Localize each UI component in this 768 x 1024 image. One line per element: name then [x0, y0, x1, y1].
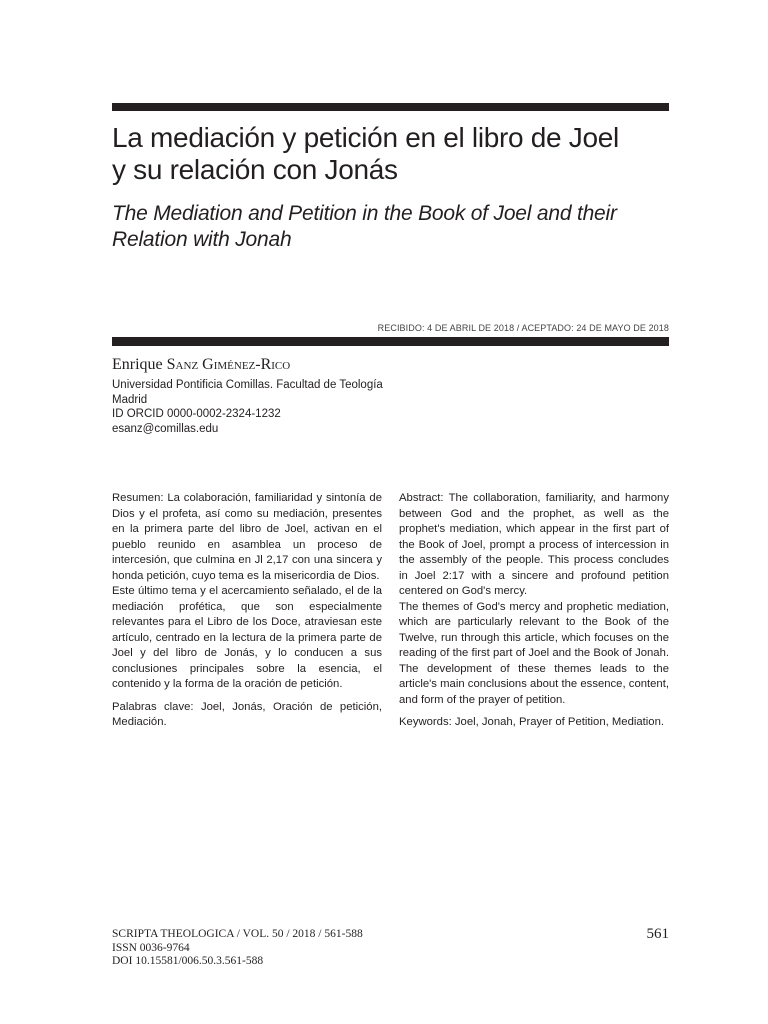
keywords-es-label: Palabras clave:	[112, 700, 194, 713]
header-rule	[112, 337, 669, 346]
received-accepted-dates: RECIBIDO: 4 DE ABRIL DE 2018 / ACEPTADO: 24 DE MAYO DE 2018	[377, 323, 669, 333]
doi: DOI 10.15581/006.50.3.561-588	[112, 955, 264, 967]
abstract-en-paragraph-2: The themes of God's mercy and prophetic mediation, which are particularly relevant to the Book of the Twelve, run through this article, which focuses on the reading of the first part of Joel and the Book of Jonah. The development of these themes leads to the article's main conclusions about the essence, content, and form of the prayer of petition.	[399, 600, 669, 706]
keywords-en-text: Joel, Jonah, Prayer of Petition, Mediation.	[454, 716, 664, 728]
top-rule	[112, 103, 669, 111]
journal-citation: SCRIPTA THEOLOGICA / VOL. 50 / 2018 / 561-588	[112, 928, 363, 940]
title-es-line-1: La mediación y petición en el libro de Joel	[112, 122, 619, 153]
title-en-line-1: The Mediation and Petition in the Book of Joel and their	[112, 202, 617, 225]
article-title-spanish	[112, 122, 669, 186]
keywords-english	[399, 715, 669, 731]
issn: ISSN 0036-9764	[112, 941, 190, 954]
author-last-name: Sanz Giménez-Rico	[166, 356, 291, 373]
title-en-line-2: Relation with Jonah	[112, 228, 292, 251]
abstract-en-paragraph-1	[399, 491, 669, 600]
author-first-name: Enrique	[112, 356, 163, 373]
title-es-line-2: y su relación con Jonás	[112, 154, 398, 185]
keywords-es-text: Joel, Jonás, Oración de petición, Mediación.	[112, 700, 383, 728]
keywords-en-label: Keywords:	[399, 716, 452, 728]
abstract-spanish	[112, 491, 382, 731]
article-title-english	[112, 201, 669, 253]
abstract-es-text-1: La colaboración, familiaridad y sintonía de Dios y el profeta, así como su mediación, presentes en la primera parte del libro de Joel, activan en el pueblo reunido en asamblea un proceso de intercesión, que culmina en Jl 2,17 con una sincera y honda petición, cuyo tema es la misericordia de Dios.	[112, 492, 382, 582]
author-email: esanz@comillas.edu	[112, 422, 219, 435]
abstract-es-paragraph-1	[112, 491, 382, 584]
author-affiliation	[112, 378, 383, 436]
author-name	[112, 356, 290, 374]
abstract-es-paragraph-2: Este último tema y el acercamiento señalado, el de la mediación profética, que son especialmente relevantes para el Libro de los Doce, atraviesan este artículo, centrado en la lectura de la primera parte de Joel y del libro de Jonás, y lo conducen a sus conclusiones principales sobre la esencia, el contenido y la forma de la oración de petición.	[112, 585, 382, 690]
abstract-es-label: Resumen:	[112, 492, 164, 504]
keywords-spanish	[112, 700, 382, 731]
abstract-english	[399, 491, 669, 731]
affiliation-line-2: Madrid	[112, 393, 148, 406]
abstract-en-text-1: The collaboration, familiarity, and harmony between God and the prophet, as well as the prophet's mediation, which appear in the first part of the Book of Joel, prompt a process of intercession in the assembly of the people. This process concludes in Joel 2:17 with a sincere and profound petition centered on God's mercy.	[399, 492, 669, 597]
affiliation-line-1: Universidad Pontificia Comillas. Facultad de Teología	[112, 379, 383, 391]
abstract-en-label: Abstract:	[399, 492, 444, 504]
page-number: 561	[646, 926, 669, 942]
orcid-id: ID ORCID 0000-0002-2324-1232	[112, 408, 281, 420]
journal-footer	[112, 928, 363, 969]
